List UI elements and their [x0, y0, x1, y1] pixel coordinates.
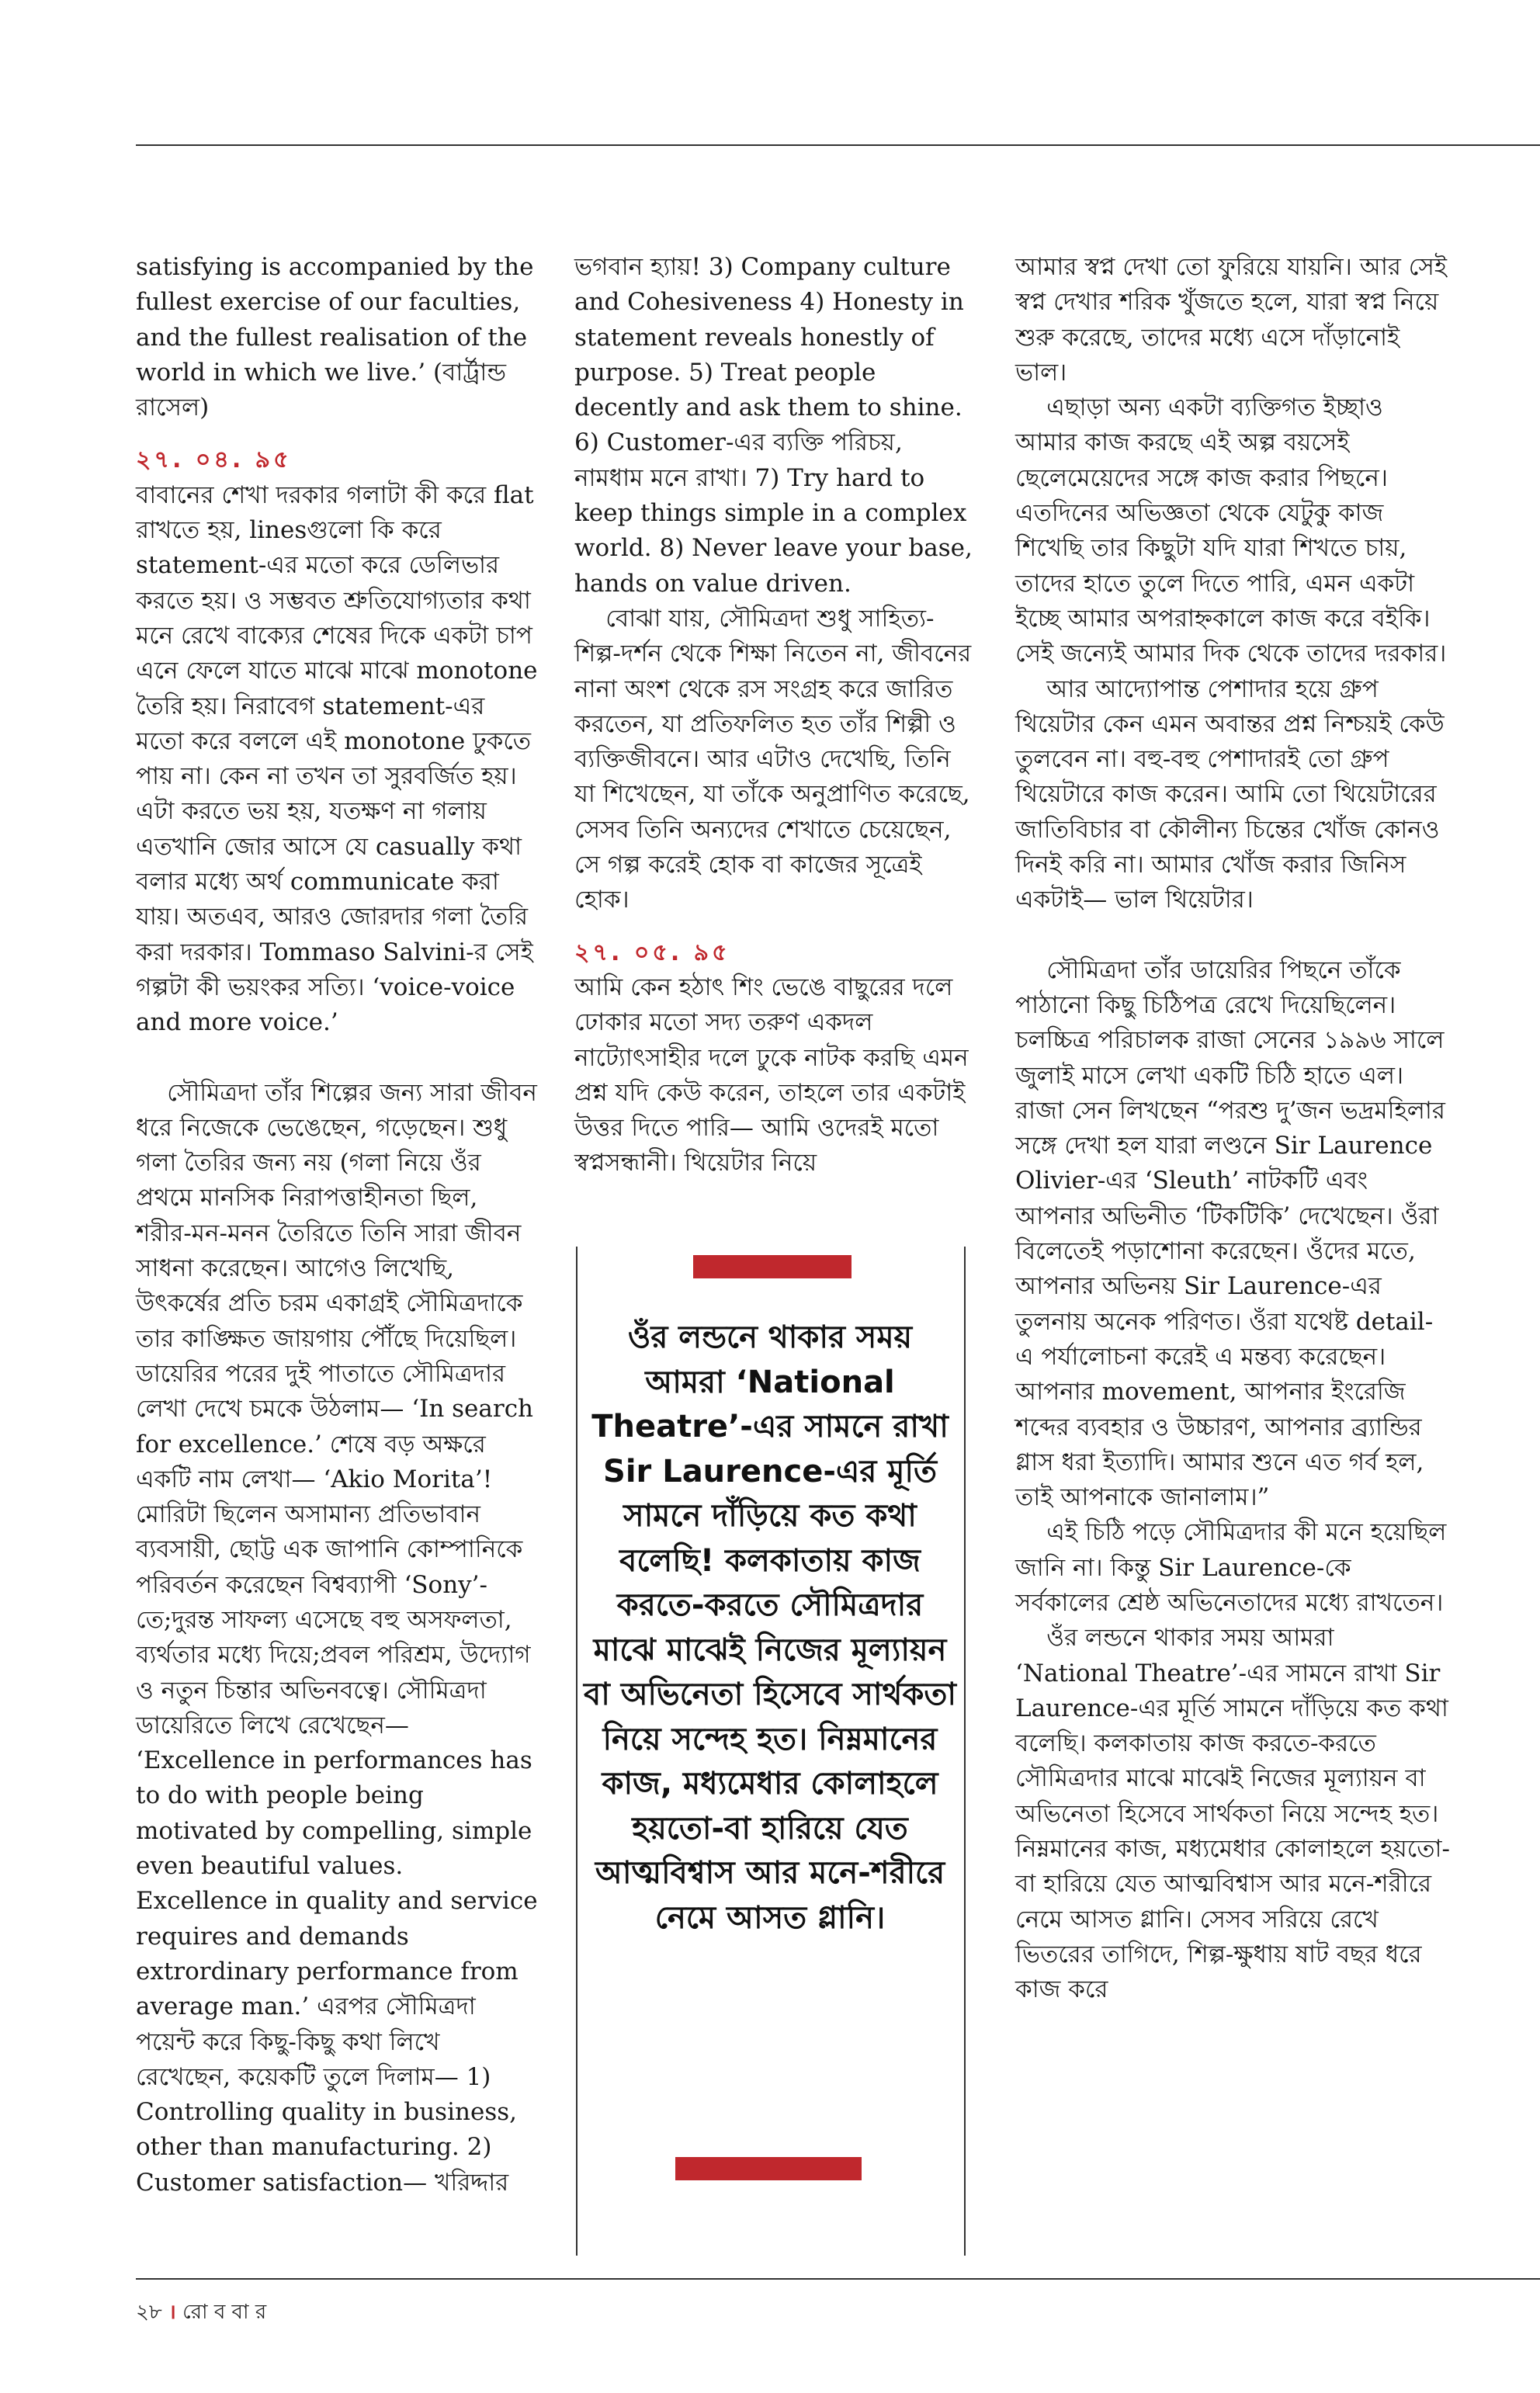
- footer-separator: ।: [168, 2301, 176, 2324]
- magazine-name: রো ব বা র: [182, 2301, 267, 2324]
- paragraph: বাবানের শেখা দরকার গলাটা কী করে flat রাখতে হয়, linesগুলো কি করে statement-এর মতো করে ডেলিভার করতে হয়। ও সম্ভবত শ্রুতিযোগ্যতার কথা মনে রেখে বাক্যের শেষের দিকে একটা চাপ এনে ফেলে যাতে মাঝে মাঝে monotone তৈরি হয়। নিরাবেগ statement-এর মতো করে বললে এই monotone ঢুকতে পায় না। কেন না তখন তা সুরবর্জিত হয়। এটা করতে ভয় হয়, যতক্ষণ না গলায় এতখানি জোর আসে যে casually কথা বলার মধ্যে অর্থ communicate করা যায়। অতএব, আরও জোরদার গলা তৈরি করা দরকার। Tommaso Salvini-র সেই গল্পটা কী ভয়ংকর সত্যি। ‘voice-voice and more voice.’: [136, 480, 538, 1037]
- pullquote-bottom-bar: [675, 2157, 862, 2180]
- paragraph: এই চিঠি পড়ে সৌমিত্রদার কী মনে হয়েছিল জানি না। কিন্তু Sir Laurence-কে সর্বকালের শ্রেষ্ঠ অভিনেতাদের মধ্যে রাখতেন।: [1015, 1518, 1447, 1617]
- page-number: ২৮: [136, 2301, 162, 2324]
- diary-date: ২৭. ০৫. ৯৫: [574, 938, 730, 966]
- pullquote: [584, 1316, 956, 1940]
- article-column-1: [136, 250, 539, 2201]
- paragraph: ওঁর লন্ডনে থাকার সময় আমরা ‘National Theatre’-এর সামনে রাখা Sir Laurence-এর মূর্তি সামনে দাঁড়িয়ে কত কথা বলেছি। কলকাতায় কাজ করতে-করতে সৌমিত্রদার মাঝে মাঝেই নিজের মূল্যায়ন বা অভিনেতা হিসেবে সার্থকতা নিয়ে সন্দেহ হত। নিম্নমানের কাজ, মধ্যমেধার কোলাহলে হয়তো-বা হারিয়ে যেত আত্মবিশ্বাস আর মনে-শরীরে নেমে আসত গ্লানি। সেসব সরিয়ে রেখে ভিতরের তাগিদে, শিল্প-ক্ষুধায় ষাট বছর ধরে কাজ করে: [1015, 1624, 1450, 2004]
- top-rule: [136, 144, 1540, 146]
- pullquote-right-rule: [964, 1247, 966, 2256]
- pullquote-text: ওঁর লন্ডনে থাকার সময় আমরা ‘National Theatre’-এর সামনে রাখা Sir Laurence-এর মূর্তি সামনে দাঁড়িয়ে কত কথা বলেছি! কলকাতায় কাজ করতে-করতে সৌমিত্রদার মাঝে মাঝেই নিজের মূল্যায়ন বা অভিনেতা হিসেবে সার্থকতা নিয়ে সন্দেহ হত। নিম্নমানের কাজ, মধ্যমেধার কোলাহলে হয়তো-বা হারিয়ে যেত আত্মবিশ্বাস আর মনে-শরীরে নেমে আসত গ্লানি।: [584, 1320, 956, 1936]
- pullquote-top-bar: [693, 1255, 852, 1278]
- paragraph: সৌমিত্রদা তাঁর শিল্পের জন্য সারা জীবন ধরে নিজেকে ভেঙেছেন, গড়েছেন। শুধু গলা তৈরির জন্য নয় (গলা নিয়ে ওঁর প্রথমে মানসিক নিরাপত্তাহীনতা ছিল, শরীর-মন-মনন তৈরিতে তিনি সারা জীবন সাধনা করেছেন। আগেও লিখেছি, উৎকর্ষের প্রতি চরম একাগ্রই সৌমিত্রদাকে তার কাঙ্ক্ষিত জায়গায় পৌঁছে দিয়েছিল। ডায়েরির পরের দুই পাতাতে সৌমিত্রদার লেখা দেখে চমকে উঠলাম— ‘In search for excellence.’ শেষে বড় অক্ষরে একটি নাম লেখা— ‘Akio Morita’! মোরিটা ছিলেন অসামান্য প্রতিভাবান ব্যবসায়ী, ছোট্ট এক জাপানি কোম্পানিকে পরিবর্তন করেছেন বিশ্বব্যাপী ‘Sony’-তে;দুরন্ত সাফল্য এসেছে বহু অসফলতা, ব্যর্থতার মধ্যে দিয়ে;প্রবল পরিশ্রম, উদ্যোগ ও নতুন চিন্তার অভিনবত্বে। সৌমিত্রদা ডায়েরিতে লিখে রেখেছেন— ‘Excellence in performances has to do with people being motivated by compelling, simple even beautiful values. Excellence in quality and service requires and demands extrordinary performance from average man.’ এরপর সৌমিত্রদা পয়েন্ট করে কিছু-কিছু কথা লিখে রেখেছেন, কয়েকটি তুলে দিলাম— 1) Controlling quality in business, other than manufacturing. 2) Customer satisfaction— খরিদ্দার: [136, 1078, 538, 2197]
- page-footer: [136, 2296, 266, 2330]
- article-column-3: [1015, 250, 1450, 2008]
- pullquote-left-rule: [576, 1247, 578, 2256]
- diary-date: ২৭. ০৪. ৯৫: [136, 446, 292, 474]
- paragraph: এছাড়া অন্য একটা ব্যক্তিগত ইচ্ছাও আমার কাজ করছে এই অল্প বয়সেই ছেলেমেয়েদের সঙ্গে কাজ করার পিছনে। এতদিনের অভিজ্ঞতা থেকে যেটুকু কাজ শিখেছি তার কিছুটা যদি যারা শিখতে চায়, তাদের হাতে তুলে দিতে পারি, এমন একটা ইচ্ছে আমার অপরাহ্নকালে কাজ করে বইকি। সেই জন্যেই আমার দিক থেকে তাদের দরকার।: [1015, 394, 1447, 668]
- paragraph: satisfying is accompanied by the fullest exercise of our faculties, and the fullest realisation of the world in which we live.’ (বার্ট্রান্ড রাসেল): [136, 253, 534, 422]
- paragraph: সৌমিত্রদা তাঁর ডায়েরির পিছনে তাঁকে পাঠানো কিছু চিঠিপত্র রেখে দিয়েছিলেন। চলচ্চিত্র পরিচালক রাজা সেনের ১৯৯৬ সালে জুলাই মাসে লেখা একটি চিঠি হাতে এল। রাজা সেন লিখছেন “পরশু দু’জন ভদ্রমহিলার সঙ্গে দেখা হল যারা লণ্ডনে Sir Laurence Olivier-এর ‘Sleuth’ নাটকটি এবং আপনার অভিনীত ‘টিকটিকি’ দেখেছেন। ওঁরা বিলেতেই পড়াশোনা করেছেন। ওঁদের মতে, আপনার অভিনয় Sir Laurence-এর তুলনায় অনেক পরিণত। ওঁরা যথেষ্ট detail-এ পর্যালোচনা করেই এ মন্তব্য করেছেন। আপনার movement, আপনার ইংরেজি শব্দের ব্যবহার ও উচ্চারণ, আপনার ব্র্যান্ডির গ্লাস ধরা ইত্যাদি। আমার শুনে এত গর্ব হল, তাই আপনাকে জানালাম।”: [1015, 955, 1445, 1512]
- paragraph: আমার স্বপ্ন দেখা তো ফুরিয়ে যায়নি। আর সেই স্বপ্ন দেখার শরিক খুঁজতে হলে, যারা স্বপ্ন নিয়ে শুরু করেছে, তাদের মধ্যে এসে দাঁড়ানোই ভাল।: [1015, 253, 1447, 387]
- paragraph: আর আদ্যোপান্ত পেশাদার হয়ে গ্রুপ থিয়েটার কেন এমন অবান্তর প্রশ্ন নিশ্চয়ই কেউ তুলবেন না। বহু-বহু পেশাদারই তো গ্রুপ থিয়েটারে কাজ করেন। আমি তো থিয়েটারের জাতিবিচার বা কৌলীন্য চিন্তের খোঁজ কোনও দিনই করি না। আমার খোঁজ করার জিনিস একটাই— ভাল থিয়েটার।: [1015, 675, 1445, 914]
- article-column-2: [574, 250, 978, 1181]
- paragraph: বোঝা যায়, সৌমিত্রদা শুধু সাহিত্য-শিল্প-দর্শন থেকে শিক্ষা নিতেন না, জীবনের নানা অংশ থেকে রস সংগ্রহ করে জারিত করতেন, যা প্রতিফলিত হত তাঁর শিল্পী ও ব্যক্তিজীবনে। আর এটাও দেখেছি, তিনি যা শিখেছেন, যা তাঁকে অনুপ্রাণিত করেছে, সেসব তিনি অন্যদের শেখাতে চেয়েছেন, সে গল্প করেই হোক বা কাজের সূত্রেই হোক।: [574, 604, 972, 914]
- paragraph: আমি কেন হঠাৎ শিং ভেঙে বাছুরের দলে ঢোকার মতো সদ্য তরুণ একদল নাট্যোৎসাহীর দলে ঢুকে নাটক করছি এমন প্রশ্ন যদি কেউ করেন, তাহলে তার একটাই উত্তর দিতে পারি— আমি ওদেরই মতো স্বপ্নসন্ধানী। থিয়েটার নিয়ে: [574, 973, 969, 1177]
- bottom-rule: [136, 2278, 1540, 2280]
- paragraph: ভগবান হ্যায়! 3) Company culture and Cohesiveness 4) Honesty in statement reveals honestly of purpose. 5) Treat people decently and ask them to shine. 6) Customer-এর ব্যক্তি পরিচয়, নামধাম মনে রাখা। 7) Try hard to keep things simple in a complex world. 8) Never leave your base, hands on value driven.: [574, 253, 973, 598]
